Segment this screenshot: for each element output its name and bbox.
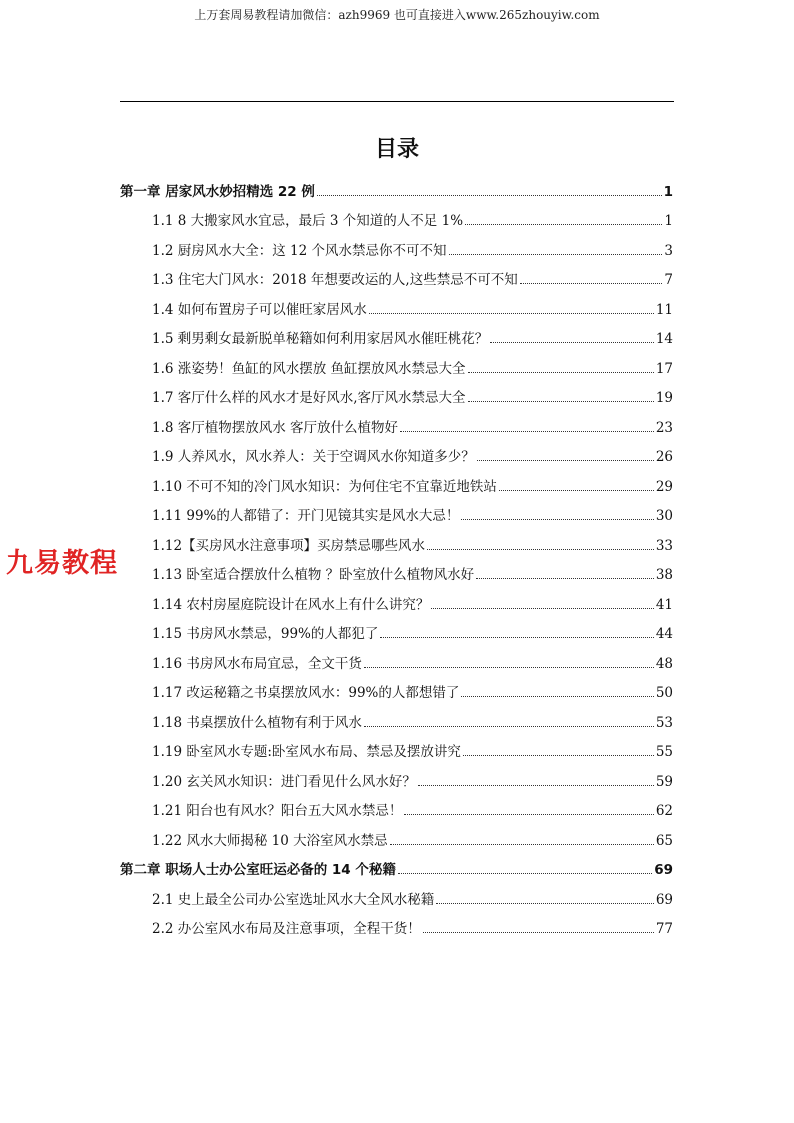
- toc-section-entry[interactable]: [0, 352, 794, 381]
- toc-page-number: 55: [655, 744, 673, 760]
- toc-entry-line: [152, 799, 673, 819]
- toc-entry-title: 1.16 书房风水布局宜忌，全文干货: [152, 655, 362, 672]
- toc-entry-line: [152, 711, 673, 731]
- toc-page-number: 23: [655, 419, 673, 436]
- toc-page-number: 14: [655, 331, 673, 347]
- toc-section-entry[interactable]: [0, 205, 794, 234]
- toc-leader-dots: [468, 401, 654, 402]
- toc-entry-line: [152, 386, 673, 406]
- toc-page-number: 7: [664, 272, 673, 288]
- toc-entry-line: [152, 622, 673, 642]
- toc-leader-dots: [364, 726, 654, 727]
- toc-page-number: 3: [664, 242, 673, 259]
- toc-entry-line: [152, 209, 673, 229]
- toc-section-entry[interactable]: [0, 883, 794, 912]
- toc-entry-line: [120, 858, 673, 878]
- toc-entry-line: [152, 593, 673, 613]
- toc-leader-dots: [404, 814, 653, 815]
- toc-page-number: 69: [655, 891, 673, 908]
- header-rule: [120, 101, 674, 102]
- toc-leader-dots: [436, 903, 654, 904]
- toc-leader-dots: [463, 755, 654, 756]
- toc-section-entry[interactable]: [0, 323, 794, 352]
- toc-page-number: 1: [664, 213, 673, 229]
- toc-page-number: 17: [655, 360, 673, 377]
- toc-page-number: 50: [655, 685, 673, 701]
- toc-entry-line: [152, 445, 673, 465]
- toc-entry-line: [152, 239, 673, 259]
- toc-entry-title: 1.20 玄关风水知识：进门看见什么风水好？: [152, 773, 416, 790]
- toc-entry-line: [152, 740, 673, 760]
- toc-entry-title: 1.7 客厅什么样的风水才是好风水,客厅风水禁忌大全: [152, 390, 466, 406]
- toc-page-number: 62: [655, 803, 673, 819]
- toc-entry-title: 1.4 如何布置房子可以催旺家居风水: [152, 301, 367, 318]
- toc-entry-title: 1.14 农村房屋庭院设计在风水上有什么讲究？: [152, 596, 430, 613]
- toc-leader-dots: [364, 667, 654, 668]
- toc-leader-dots: [465, 224, 662, 225]
- toc-entry-line: [152, 888, 673, 908]
- toc-page-number: 26: [655, 449, 673, 465]
- toc-leader-dots: [423, 932, 654, 933]
- toc-chapter-entry[interactable]: [0, 175, 794, 204]
- toc-leader-dots: [499, 490, 654, 491]
- toc-entry-line: [152, 357, 673, 377]
- toc-section-entry[interactable]: [0, 529, 794, 558]
- toc-page-number: 11: [655, 301, 673, 318]
- toc-leader-dots: [418, 785, 654, 786]
- toc-section-entry[interactable]: [0, 470, 794, 499]
- toc-entry-title: 2.1 史上最全公司办公室选址风水大全风水秘籍: [152, 891, 435, 908]
- header-note: 上万套周易教程请加微信：azh9969 也可直接进入www.265zhouyiw.com: [194, 8, 600, 22]
- toc-page-number: 65: [655, 832, 673, 849]
- toc-entry-title: 1.9 人养风水，风水养人：关于空调风水你知道多少？: [152, 449, 475, 465]
- toc-page-number: 29: [655, 478, 673, 495]
- toc-entry-title: 1.8 客厅植物摆放风水 客厅放什么植物好: [152, 419, 399, 436]
- toc-entry-line: [152, 534, 673, 554]
- toc-section-entry[interactable]: [0, 293, 794, 322]
- toc-page-number: 30: [655, 508, 673, 524]
- toc-section-entry[interactable]: [0, 559, 794, 588]
- toc-section-entry[interactable]: [0, 382, 794, 411]
- toc-entry-line: [152, 652, 673, 672]
- toc-entry-title: 1.11 99%的人都错了：开门见镜其实是风水大忌！: [152, 508, 460, 524]
- toc-entry-title: 1.1 8 大搬家风水宜忌，最后 3 个知道的人不足 1%: [152, 213, 464, 229]
- toc-entry-title: 1.18 书桌摆放什么植物有利于风水: [152, 714, 362, 731]
- toc-entry-title: 1.3 住宅大门风水：2018 年想要改运的人,这些禁忌不可不知: [152, 272, 518, 288]
- toc-entry-line: [152, 268, 673, 288]
- toc-entry-title: 1.13 卧室适合摆放什么植物 ？卧室放什么植物风水好: [152, 567, 475, 583]
- toc-page-number: 38: [655, 567, 673, 583]
- toc-section-entry[interactable]: [0, 500, 794, 529]
- toc-entry-line: [152, 829, 673, 849]
- toc-section-entry[interactable]: [0, 588, 794, 617]
- toc-chapter-entry[interactable]: [0, 854, 794, 883]
- toc-section-entry[interactable]: [0, 264, 794, 293]
- toc-section-entry[interactable]: [0, 234, 794, 263]
- toc-section-entry[interactable]: [0, 618, 794, 647]
- toc-entry-title: 第二章 职场人士办公室旺运必备的 14 个秘籍: [120, 862, 396, 878]
- toc-page-number: 33: [655, 537, 673, 554]
- toc-title: 目录: [374, 137, 419, 162]
- toc-entry-title: 1.15 书房风水禁忌，99%的人都犯了: [152, 626, 379, 642]
- toc-section-entry[interactable]: [0, 411, 794, 440]
- toc-entry-line: [152, 681, 673, 701]
- toc-entry-title: 1.21 阳台也有风水？阳台五大风水禁忌！: [152, 803, 403, 819]
- toc-leader-dots: [449, 254, 663, 255]
- toc-entry-line: [152, 298, 673, 318]
- toc-leader-dots: [400, 431, 654, 432]
- toc-entry-title: 1.6 涨姿势！鱼缸的风水摆放 鱼缸摆放风水禁忌大全: [152, 360, 466, 377]
- toc-entry-line: [152, 917, 673, 937]
- toc-section-entry[interactable]: [0, 677, 794, 706]
- toc-section-entry[interactable]: [0, 441, 794, 470]
- toc-section-entry[interactable]: [0, 736, 794, 765]
- toc-leader-dots: [390, 844, 654, 845]
- toc-page-number: 59: [655, 773, 673, 790]
- toc-page-number: 1: [663, 183, 673, 200]
- toc-leader-dots: [476, 578, 654, 579]
- toc-page-number: 77: [655, 921, 673, 937]
- toc-page-number: 41: [655, 596, 673, 613]
- toc-leader-dots: [398, 873, 652, 874]
- toc-leader-dots: [461, 519, 653, 520]
- toc-entry-line: [152, 563, 673, 583]
- toc-entry-title: 1.5 剩男剩女最新脱单秘籍如何利用家居风水催旺桃花？: [152, 331, 489, 347]
- toc-entry-title: 1.22 风水大师揭秘 10 大浴室风水禁忌: [152, 832, 388, 849]
- toc-entry-title: 第一章 居家风水妙招精选 22 例: [120, 183, 315, 200]
- toc-leader-dots: [490, 342, 654, 343]
- toc-entry-line: [152, 416, 673, 436]
- watermark-logo: 九易教程: [6, 548, 118, 579]
- toc-entry-line: [120, 180, 673, 200]
- toc-leader-dots: [468, 372, 654, 373]
- toc-entry-line: [152, 327, 673, 347]
- toc-entry-title: 1.10 不可不知的冷门风水知识：为何住宅不宜靠近地铁站: [152, 478, 497, 495]
- toc-page-number: 19: [655, 390, 673, 406]
- toc-entry-line: [152, 475, 673, 495]
- toc-entry-title: 1.17 改运秘籍之书桌摆放风水：99%的人都想错了: [152, 685, 460, 701]
- toc-section-entry[interactable]: [0, 824, 794, 853]
- toc-leader-dots: [369, 313, 654, 314]
- toc-section-entry[interactable]: [0, 913, 794, 942]
- toc-page-number: 53: [655, 714, 673, 731]
- toc-section-entry[interactable]: [0, 795, 794, 824]
- toc-leader-dots: [520, 283, 663, 284]
- toc-page-number: 69: [654, 862, 673, 878]
- toc-entry-title: 2.2 办公室风水布局及注意事项，全程干货！: [152, 921, 421, 937]
- toc-entry-title: 1.2 厨房风水大全：这 12 个风水禁忌你不可不知: [152, 242, 447, 259]
- toc-leader-dots: [317, 195, 662, 196]
- toc-entry-line: [152, 770, 673, 790]
- toc-entry-line: [152, 504, 673, 524]
- toc-leader-dots: [477, 460, 654, 461]
- toc-section-entry[interactable]: [0, 765, 794, 794]
- toc-page-number: 44: [655, 626, 673, 642]
- toc-entry-title: 1.19 卧室风水专题:卧室风水布局、禁忌及摆放讲究: [152, 744, 461, 760]
- toc-entry-title: 1.12【买房风水注意事项】买房禁忌哪些风水: [152, 537, 426, 554]
- toc-leader-dots: [461, 696, 653, 697]
- toc-leader-dots: [427, 549, 654, 550]
- toc-leader-dots: [380, 637, 653, 638]
- toc-section-entry[interactable]: [0, 706, 794, 735]
- toc-section-entry[interactable]: [0, 647, 794, 676]
- toc-leader-dots: [431, 608, 653, 609]
- toc-page-number: 48: [655, 655, 673, 672]
